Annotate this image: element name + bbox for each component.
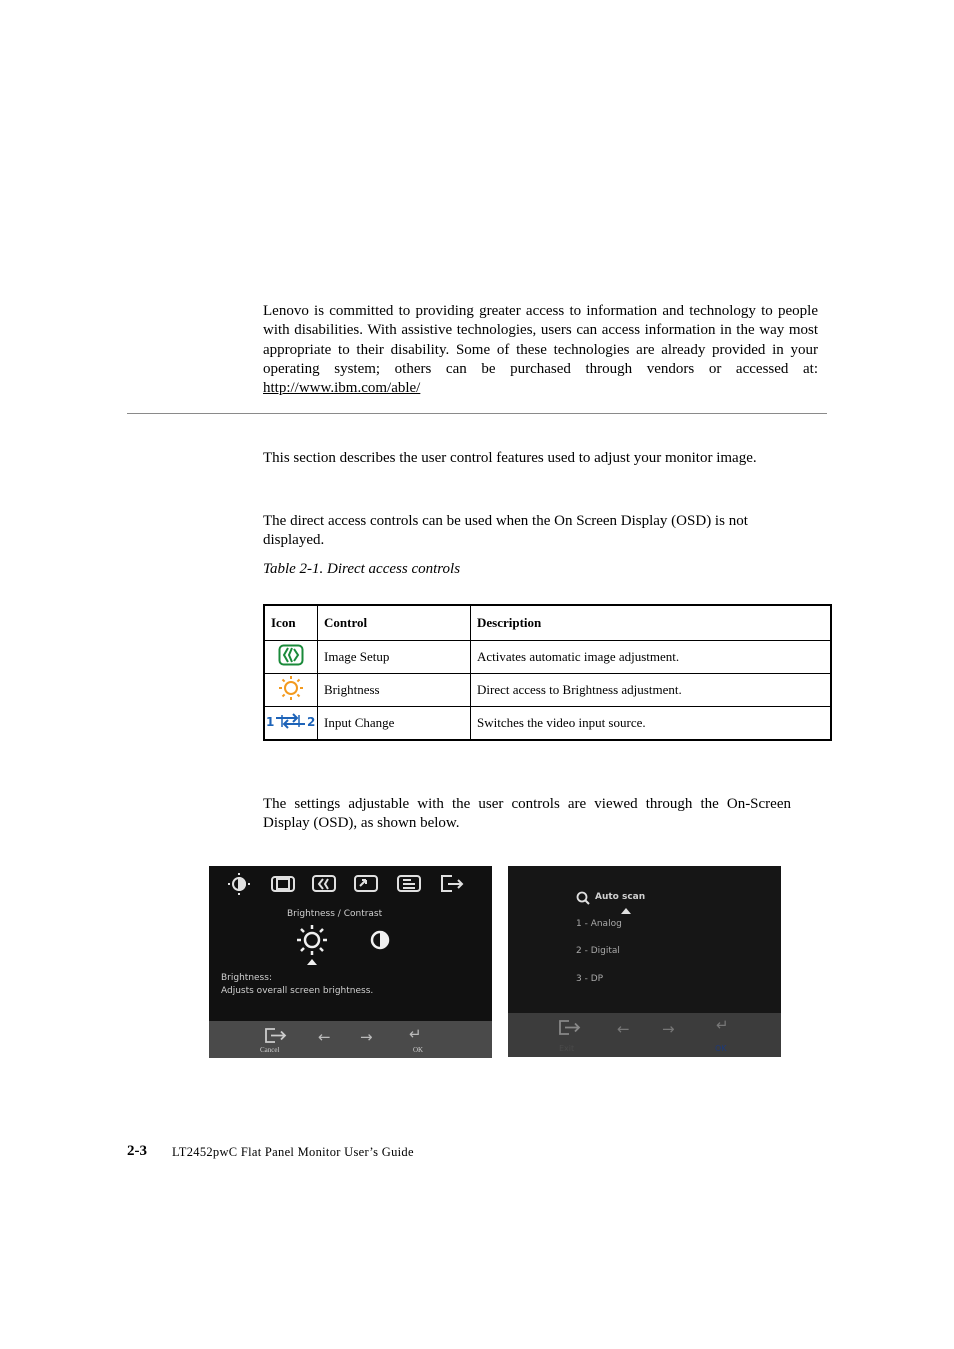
osd-button-bar bbox=[508, 1013, 781, 1057]
header-icon: Icon bbox=[264, 605, 318, 641]
table-cell-description: Switches the video input source. bbox=[471, 707, 832, 741]
osd-desc-text: Adjusts overall screen brightness. bbox=[221, 986, 374, 996]
table-row bbox=[264, 707, 831, 741]
osd-intro: The settings adjustable with the user controls are viewed through the On-Screen Display (OSD), as shown below. bbox=[263, 796, 791, 832]
osd-autoscan-title: Auto scan bbox=[595, 892, 646, 902]
page-number: 2-3 bbox=[127, 1143, 147, 1159]
table-cell-control: Brightness bbox=[318, 674, 471, 707]
osd-input-option[interactable]: 2 - Digital bbox=[576, 946, 620, 956]
osd-ok-label: OK bbox=[413, 1046, 424, 1054]
osd-input-option[interactable]: 1 - Analog bbox=[576, 919, 622, 929]
left-arrow-icon[interactable]: ← bbox=[617, 1020, 630, 1038]
osd-menu-title: Brightness / Contrast bbox=[287, 909, 383, 919]
footer-title: LT2452pwC Flat Panel Monitor User’s Guide bbox=[172, 1145, 414, 1159]
accessibility-text: Lenovo is committed to providing greater access to information and technology to people with disabilities. With assistive technologies, users can access information in the way most appropriate to their disability. Some of these technologies are already provided in your operating system; others can be purchased through vendors or accessed at: bbox=[263, 303, 818, 377]
section-divider bbox=[127, 413, 827, 414]
table-header-row bbox=[264, 605, 831, 641]
right-arrow-icon[interactable]: → bbox=[662, 1020, 675, 1038]
section-intro: This section describes the user control features used to adjust your monitor image. bbox=[263, 450, 757, 466]
osd-menu-icons bbox=[209, 866, 492, 906]
osd-cancel-label: Cancel bbox=[260, 1046, 280, 1054]
table-cell-control: Input Change bbox=[318, 707, 471, 741]
magnifier-icon bbox=[576, 891, 590, 905]
header-description: Description bbox=[471, 605, 832, 641]
direct-access-intro: The direct access controls can be used when the On Screen Display (OSD) is not displayed. bbox=[263, 513, 748, 549]
table-row bbox=[264, 674, 831, 707]
brightness-icon bbox=[264, 674, 318, 707]
svg-text:1: 1 bbox=[266, 715, 275, 729]
enter-icon[interactable]: ↵ bbox=[716, 1016, 729, 1034]
image-setup-icon bbox=[264, 641, 318, 674]
accessibility-paragraph bbox=[263, 302, 818, 398]
osd-button-bar bbox=[209, 1021, 492, 1058]
ibm-able-link[interactable]: http://www.ibm.com/able/ bbox=[263, 380, 421, 397]
exit-icon[interactable] bbox=[557, 1019, 583, 1037]
osd-desc-title: Brightness: bbox=[221, 973, 272, 983]
enter-icon[interactable]: ↵ bbox=[409, 1025, 422, 1043]
pointer-arrow-icon bbox=[621, 908, 631, 914]
direct-access-table bbox=[263, 604, 832, 741]
osd-exit-label: Exit bbox=[559, 1044, 575, 1053]
osd-brightness-screenshot bbox=[209, 866, 492, 1058]
table-caption: Table 2-1. Direct access controls bbox=[263, 561, 461, 577]
table-row bbox=[264, 641, 831, 674]
table-cell-description: Activates automatic image adjustment. bbox=[471, 641, 832, 674]
right-arrow-icon[interactable]: → bbox=[360, 1028, 373, 1046]
osd-ok-label: OK bbox=[715, 1044, 727, 1053]
osd-input-option[interactable]: 3 - DP bbox=[576, 974, 604, 984]
osd-autoscan-screenshot bbox=[508, 866, 781, 1057]
table-cell-control: Image Setup bbox=[318, 641, 471, 674]
input-change-icon bbox=[264, 707, 318, 741]
svg-text:2: 2 bbox=[307, 715, 316, 729]
table-cell-description: Direct access to Brightness adjustment. bbox=[471, 674, 832, 707]
left-arrow-icon[interactable]: ← bbox=[318, 1028, 331, 1046]
header-control: Control bbox=[318, 605, 471, 641]
cancel-icon[interactable] bbox=[263, 1027, 287, 1045]
